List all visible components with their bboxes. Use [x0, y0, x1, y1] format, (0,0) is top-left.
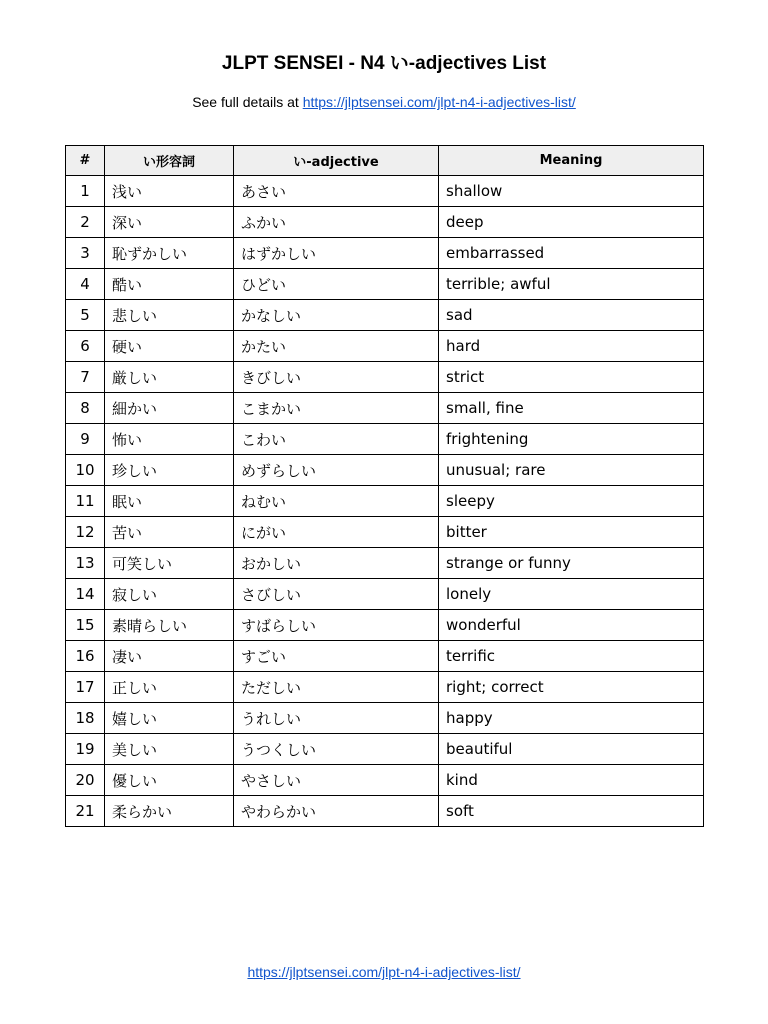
- header-number: #: [66, 146, 105, 176]
- cell-number: 2: [66, 207, 105, 238]
- cell-reading: ひどい: [234, 269, 439, 300]
- cell-number: 14: [66, 579, 105, 610]
- cell-reading: こまかい: [234, 393, 439, 424]
- cell-number: 19: [66, 734, 105, 765]
- table-row: [66, 455, 704, 486]
- cell-kanji: 素晴らしい: [105, 610, 234, 641]
- cell-reading: おかしい: [234, 548, 439, 579]
- cell-kanji: 嬉しい: [105, 703, 234, 734]
- cell-number: 7: [66, 362, 105, 393]
- cell-reading: うつくしい: [234, 734, 439, 765]
- table-row: [66, 517, 704, 548]
- cell-kanji: 悲しい: [105, 300, 234, 331]
- table-row: [66, 238, 704, 269]
- cell-kanji: 硬い: [105, 331, 234, 362]
- table-row: [66, 765, 704, 796]
- cell-reading: さびしい: [234, 579, 439, 610]
- cell-meaning: kind: [439, 765, 704, 796]
- cell-number: 6: [66, 331, 105, 362]
- cell-kanji: 厳しい: [105, 362, 234, 393]
- cell-meaning: happy: [439, 703, 704, 734]
- cell-reading: かなしい: [234, 300, 439, 331]
- cell-number: 4: [66, 269, 105, 300]
- cell-number: 16: [66, 641, 105, 672]
- table-row: [66, 672, 704, 703]
- subtitle: [0, 93, 768, 111]
- cell-reading: やさしい: [234, 765, 439, 796]
- cell-kanji: 酷い: [105, 269, 234, 300]
- table-header-row: [66, 146, 704, 176]
- cell-meaning: wonderful: [439, 610, 704, 641]
- cell-meaning: shallow: [439, 176, 704, 207]
- cell-reading: あさい: [234, 176, 439, 207]
- cell-kanji: 細かい: [105, 393, 234, 424]
- cell-number: 12: [66, 517, 105, 548]
- cell-reading: はずかしい: [234, 238, 439, 269]
- cell-reading: やわらかい: [234, 796, 439, 827]
- cell-meaning: sleepy: [439, 486, 704, 517]
- cell-meaning: bitter: [439, 517, 704, 548]
- cell-meaning: terrific: [439, 641, 704, 672]
- cell-number: 11: [66, 486, 105, 517]
- footer: [0, 963, 768, 981]
- table-row: [66, 331, 704, 362]
- cell-kanji: 怖い: [105, 424, 234, 455]
- cell-meaning: strange or funny: [439, 548, 704, 579]
- cell-kanji: 寂しい: [105, 579, 234, 610]
- cell-kanji: 凄い: [105, 641, 234, 672]
- cell-number: 3: [66, 238, 105, 269]
- table-row: [66, 579, 704, 610]
- header-reading: い-adjective: [234, 146, 439, 176]
- cell-kanji: 恥ずかしい: [105, 238, 234, 269]
- cell-number: 17: [66, 672, 105, 703]
- cell-meaning: unusual; rare: [439, 455, 704, 486]
- cell-meaning: terrible; awful: [439, 269, 704, 300]
- cell-meaning: lonely: [439, 579, 704, 610]
- cell-meaning: frightening: [439, 424, 704, 455]
- cell-meaning: right; correct: [439, 672, 704, 703]
- table-row: [66, 486, 704, 517]
- cell-reading: めずらしい: [234, 455, 439, 486]
- table-row: [66, 610, 704, 641]
- cell-reading: ねむい: [234, 486, 439, 517]
- table-row: [66, 393, 704, 424]
- cell-reading: ただしい: [234, 672, 439, 703]
- table-row: [66, 703, 704, 734]
- cell-meaning: soft: [439, 796, 704, 827]
- cell-kanji: 美しい: [105, 734, 234, 765]
- header-kanji: い形容詞: [105, 146, 234, 176]
- cell-kanji: 浅い: [105, 176, 234, 207]
- cell-kanji: 深い: [105, 207, 234, 238]
- cell-meaning: strict: [439, 362, 704, 393]
- cell-reading: こわい: [234, 424, 439, 455]
- cell-kanji: 正しい: [105, 672, 234, 703]
- cell-number: 10: [66, 455, 105, 486]
- cell-kanji: 可笑しい: [105, 548, 234, 579]
- cell-meaning: hard: [439, 331, 704, 362]
- subtitle-prefix: See full details at: [192, 94, 303, 110]
- cell-meaning: beautiful: [439, 734, 704, 765]
- cell-meaning: small, fine: [439, 393, 704, 424]
- cell-number: 18: [66, 703, 105, 734]
- cell-reading: きびしい: [234, 362, 439, 393]
- cell-number: 20: [66, 765, 105, 796]
- table-row: [66, 176, 704, 207]
- cell-reading: ふかい: [234, 207, 439, 238]
- table-row: [66, 641, 704, 672]
- cell-number: 21: [66, 796, 105, 827]
- details-link[interactable]: https://jlptsensei.com/jlpt-n4-i-adjectives-list/: [302, 94, 576, 110]
- table-row: [66, 796, 704, 827]
- table-row: [66, 362, 704, 393]
- cell-number: 5: [66, 300, 105, 331]
- cell-reading: すごい: [234, 641, 439, 672]
- cell-meaning: sad: [439, 300, 704, 331]
- table-body: [66, 176, 704, 827]
- cell-reading: うれしい: [234, 703, 439, 734]
- table-row: [66, 300, 704, 331]
- cell-reading: かたい: [234, 331, 439, 362]
- adjectives-table: [65, 145, 704, 827]
- table-row: [66, 548, 704, 579]
- cell-kanji: 眠い: [105, 486, 234, 517]
- cell-number: 8: [66, 393, 105, 424]
- cell-number: 13: [66, 548, 105, 579]
- cell-reading: にがい: [234, 517, 439, 548]
- table-row: [66, 734, 704, 765]
- cell-kanji: 苦い: [105, 517, 234, 548]
- cell-number: 15: [66, 610, 105, 641]
- cell-kanji: 柔らかい: [105, 796, 234, 827]
- cell-number: 9: [66, 424, 105, 455]
- table-row: [66, 269, 704, 300]
- cell-meaning: embarrassed: [439, 238, 704, 269]
- page-title: JLPT SENSEI - N4 い-adjectives List: [221, 53, 547, 74]
- header-meaning: Meaning: [439, 146, 704, 176]
- table-row: [66, 424, 704, 455]
- cell-reading: すばらしい: [234, 610, 439, 641]
- cell-meaning: deep: [439, 207, 704, 238]
- footer-link[interactable]: https://jlptsensei.com/jlpt-n4-i-adjectives-list/: [247, 964, 521, 980]
- cell-kanji: 珍しい: [105, 455, 234, 486]
- cell-kanji: 優しい: [105, 765, 234, 796]
- table-row: [66, 207, 704, 238]
- cell-number: 1: [66, 176, 105, 207]
